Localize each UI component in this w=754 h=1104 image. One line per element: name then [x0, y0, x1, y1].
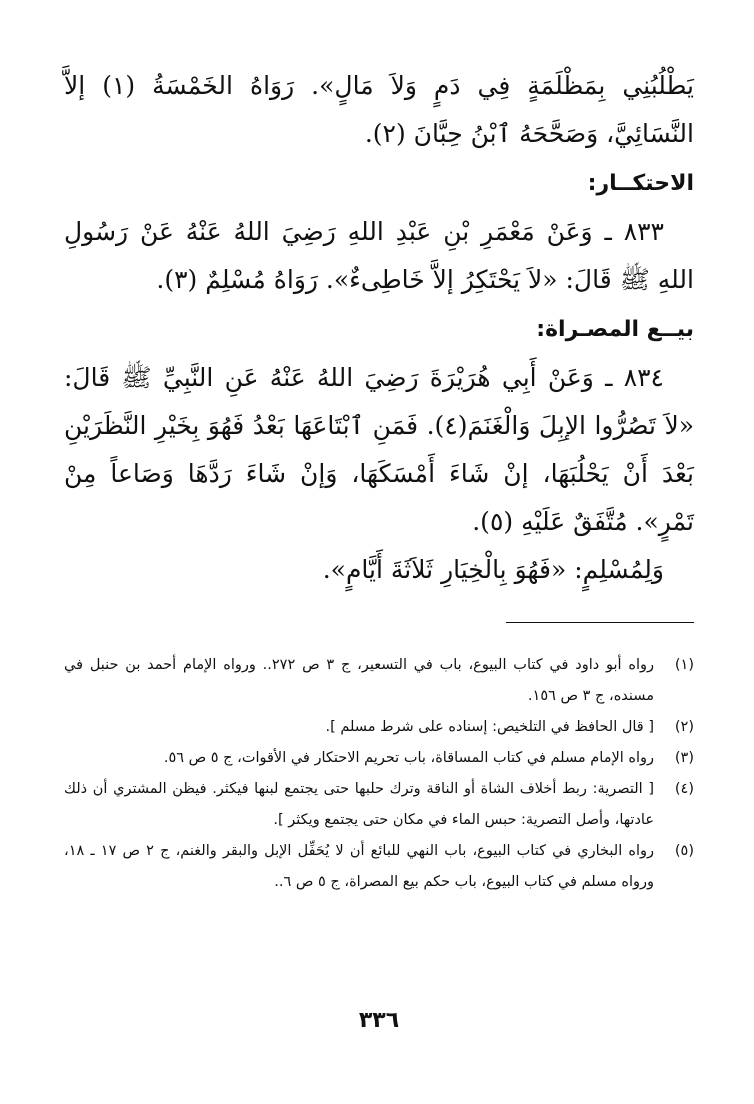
footnote-number: (٣): [674, 750, 694, 766]
footnote-item: [64, 650, 694, 712]
muslim-narration-paragraph: وَلِمُسْلِمٍ: «فَهُوَ بِالْخِيَارِ ثَلاَثَةَ أَيَّامٍ».: [322, 555, 664, 584]
footnote-item: [64, 743, 694, 774]
footnote-item: [64, 836, 694, 898]
footnote-separator: [506, 622, 694, 623]
footnote-number: (٥): [674, 843, 694, 859]
footnote-number: (١): [674, 657, 694, 673]
hadith-continuation-paragraph: يَطْلُبُنِي بِمَظْلَمَةٍ فِي دَمٍ وَلاَ مَالٍ». رَوَاهُ الخَمْسَةُ (١) إلاَّ النَّسَائِيَّ، وَصَحَّحَهُ ٱبْنُ حِبَّانَ (٢).: [64, 71, 694, 148]
footnote-text: رواه أبو داود في كتاب البيوع، باب في التسعير، ج ٣ ص ٢٧٢.. ورواه الإمام أحمد بن حنبل في مسنده، ج ٣ ص ١٥٦.: [64, 657, 654, 704]
footnotes: [64, 650, 694, 898]
book-page: [64, 62, 694, 1062]
footnote-item: [64, 774, 694, 836]
footnote-text: رواه البخاري في كتاب البيوع، باب النهي للبائع أن لا يُحَفِّل الإبل والبقر والغنم، ج ٢ ص ١٧ ـ ١٨، ورواه مسلم في كتاب البيوع، باب حكم بيع المصراة، ج ٥ ص ٦..: [64, 843, 654, 890]
footnote-number: (٢): [674, 719, 694, 735]
footnote-text: [ التصرية: ربط أخلاف الشاة أو الناقة وترك حلبها حتى يجتمع لبنها فيكثر. فيظن المشتري أن ذلك عادتها، وأصل التصرية: حبس الماء في مكان حتى يجتمع ويكثر ].: [64, 781, 654, 828]
footnote-number: (٤): [674, 781, 694, 797]
section-heading-musarrat-sale: بيــع المصـراة:: [536, 317, 694, 342]
hadith-834-paragraph: ٨٣٤ ـ وَعَنْ أَبِي هُرَيْرَةَ رَضِيَ اللهُ عَنْهُ عَنِ النَّبِيِّ ﷺ قَالَ: «لاَ تَصُرُّوا الإبِلَ وَالْغَنَمَ(٤). فَمَنِ ٱبْتَاعَهَا بَعْدُ فَهُوَ بِخَيْرِ النَّظَرَيْنِ بَعْدَ أَنْ يَحْلُبَهَا، إنْ شَاءَ أَمْسَكَهَا، وَإنْ شَاءَ رَدَّهَا وَصَاعاً مِنْ تَمْرٍ». مُتَّفَقٌ عَلَيْهِ (٥).: [64, 363, 694, 536]
footnote-item: [64, 712, 694, 743]
section-heading-hoarding: الاحتكــار:: [587, 171, 694, 196]
footnote-text: رواه الإمام مسلم في كتاب المساقاة، باب تحريم الاحتكار في الأقوات، ج ٥ ص ٥٦.: [163, 750, 654, 766]
main-text: [64, 62, 694, 594]
hadith-833-paragraph: ٨٣٣ ـ وَعَنْ مَعْمَرِ بْنِ عَبْدِ اللهِ رَضِيَ اللهُ عَنْهُ عَنْ رَسُولِ اللهِ ﷺ قَالَ: «لاَ يَحْتَكِرُ إلاَّ خَاطِىءٌ». رَوَاهُ مُسْلِمٌ (٣).: [64, 217, 694, 294]
footnote-text: [ قال الحافظ في التلخيص: إسناده على شرط مسلم ].: [325, 719, 654, 735]
page-number: ٣٣٦: [358, 1008, 400, 1033]
